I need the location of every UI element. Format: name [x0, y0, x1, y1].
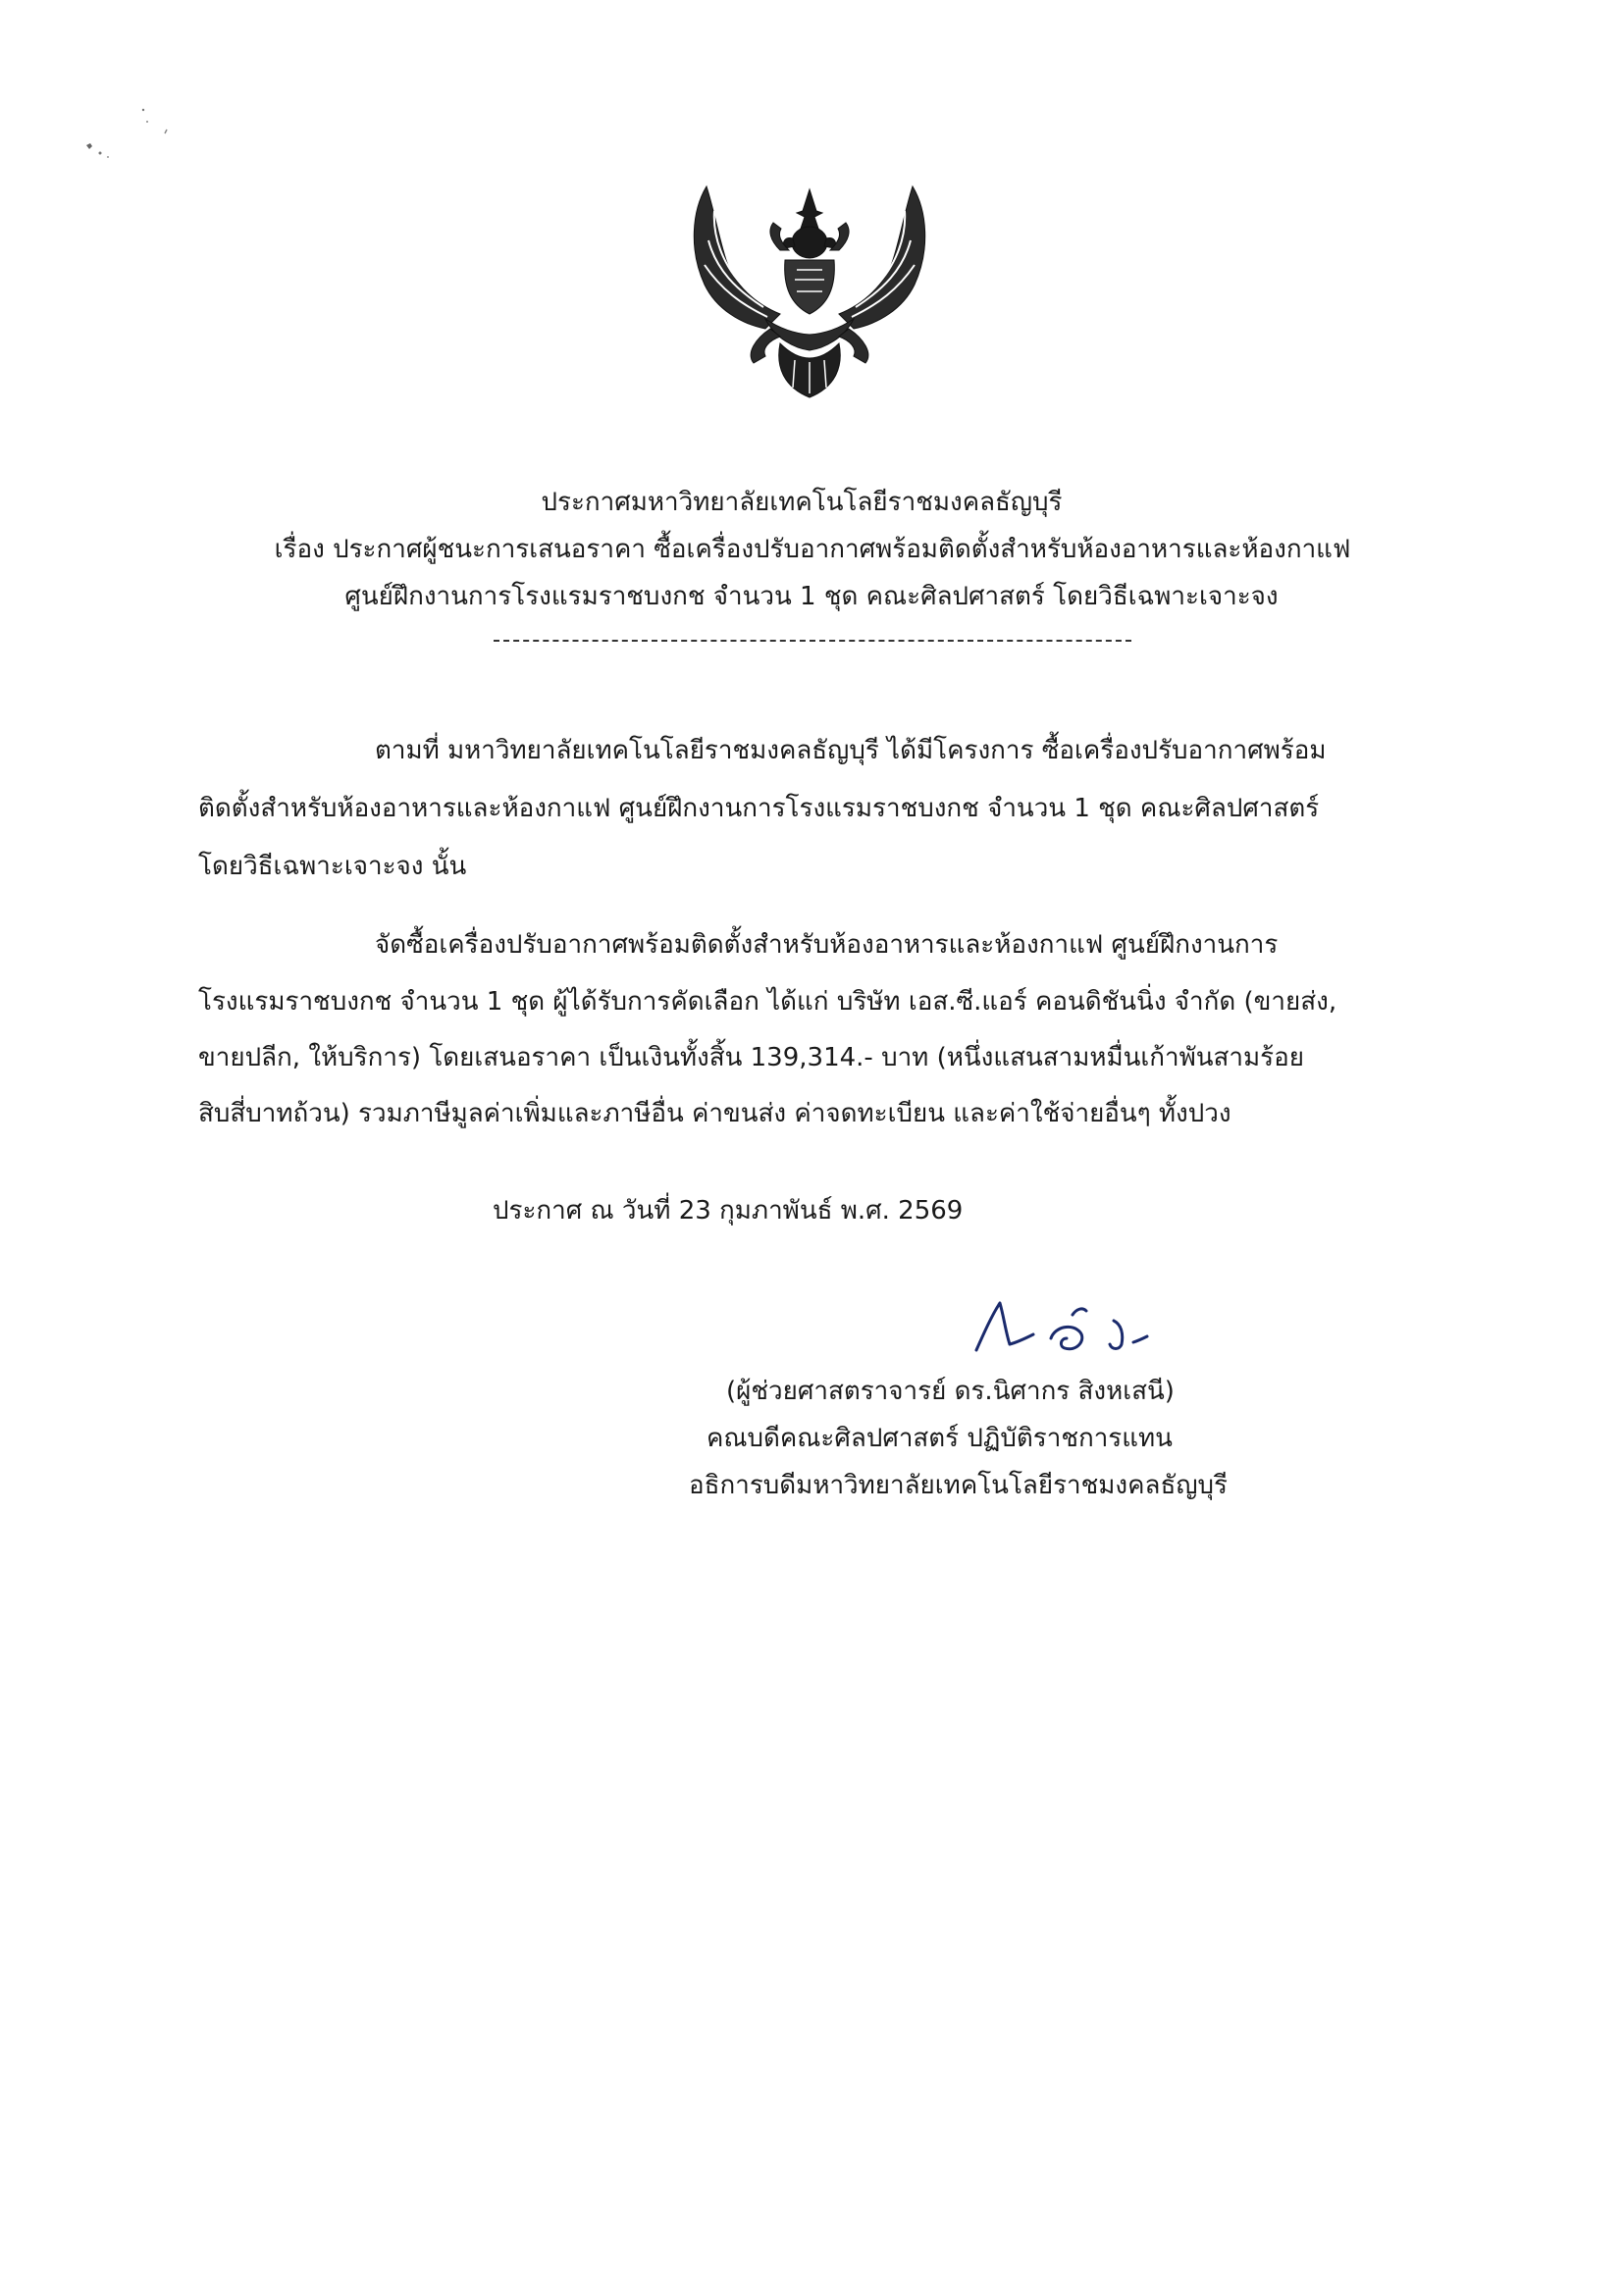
announcement-date: ประกาศ ณ วันที่ 23 กุมภาพันธ์ พ.ศ. 2569: [493, 1196, 964, 1226]
paragraph1-line3: โดยวิธีเฉพาะเจาะจง นั้น: [198, 852, 467, 881]
paragraph1-line2: ติดตั้งสำหรับห้องอาหารและห้องกาแฟ ศูนย์ฝึกงานการโรงแรมราชบงกช จำนวน 1 ชุด คณะศิลปศาสตร์: [198, 794, 1320, 823]
handwritten-signature: [967, 1293, 1192, 1372]
garuda-emblem-icon: [687, 182, 932, 402]
announcement-header: [0, 479, 1623, 620]
signatory-position-acting: อธิการบดีมหาวิทยาลัยเทคโนโลยีราชมงคลธัญบุรี: [689, 1471, 1228, 1500]
header-subject: เรื่อง ประกาศผู้ชนะการเสนอราคา ซื้อเครื่องปรับอากาศพร้อมติดตั้งสำหรับห้องอาหารและห้องกาแฟ: [274, 535, 1351, 564]
paragraph2-line1: จัดซื้อเครื่องปรับอากาศพร้อมติดตั้งสำหรับห้องอาหารและห้องกาแฟ ศูนย์ฝึกงานการ: [375, 930, 1279, 960]
header-issuer: ประกาศมหาวิทยาลัยเทคโนโลยีราชมงคลธัญบุรี: [541, 488, 1063, 517]
signatory-name: (ผู้ช่วยศาสตราจารย์ ดร.นิศากร สิงหเสนี): [726, 1377, 1175, 1406]
paragraph1-line1: ตามที่ มหาวิทยาลัยเทคโนโลยีราชมงคลธัญบุรี ได้มีโครงการ ซื้อเครื่องปรับอากาศพร้อม: [375, 736, 1327, 765]
signatory-position: คณบดีคณะศิลปศาสตร์ ปฏิบัติราชการแทน: [707, 1424, 1173, 1453]
paragraph2-line4: สิบสี่บาทถ้วน) รวมภาษีมูลค่าเพิ่มและภาษีอื่น ค่าขนส่ง ค่าจดทะเบียน และค่าใช้จ่ายอื่นๆ ทั้งปวง: [198, 1099, 1231, 1128]
scan-specks: [79, 98, 196, 177]
header-divider: [494, 640, 1131, 642]
header-subject-cont: ศูนย์ฝึกงานการโรงแรมราชบงกช จำนวน 1 ชุด คณะศิลปศาสตร์ โดยวิธีเฉพาะเจาะจง: [344, 582, 1279, 611]
paragraph2-line2: โรงแรมราชบงกช จำนวน 1 ชุด ผู้ได้รับการคัดเลือก ได้แก่ บริษัท เอส.ซี.แอร์ คอนดิชันนิ่ง จำกัด (ขายส่ง,: [198, 987, 1337, 1017]
paragraph2-line3: ขายปลีก, ให้บริการ) โดยเสนอราคา เป็นเงินทั้งสิ้น 139,314.- บาท (หนึ่งแสนสามหมื่นเก้าพันสามร้อย: [198, 1043, 1304, 1072]
